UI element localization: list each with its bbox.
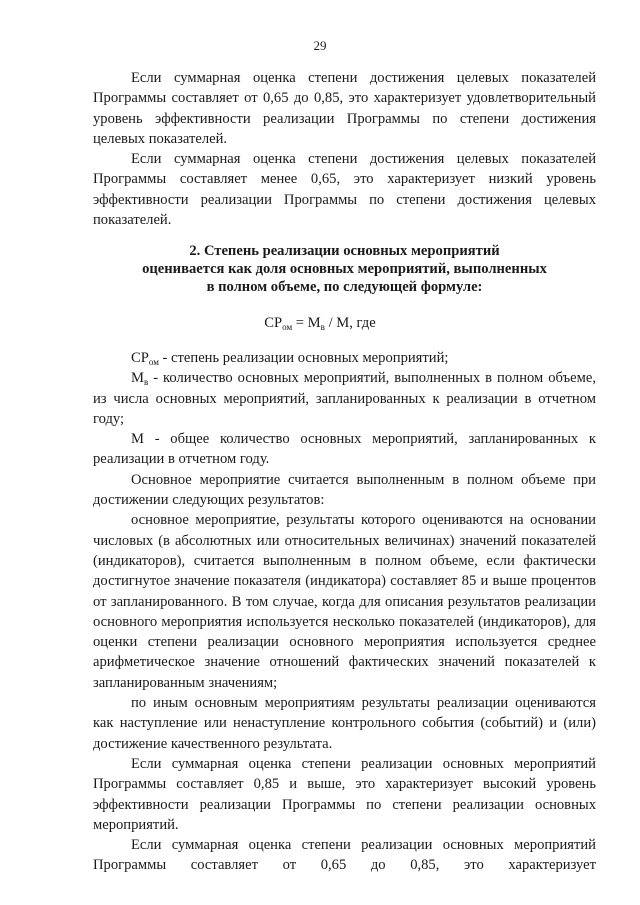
formula-rest: / М, где [324, 315, 376, 331]
body-paragraph-5: Если суммарная оценка степени реализации основных мероприятий Программы составляет от 0,65 до 0,85, это характеризует [93, 837, 596, 874]
formula-lhs-subscript: ом [282, 322, 293, 332]
heading-line-2: оценивается как доля основных мероприятий, выполненных [142, 261, 547, 277]
formula [0, 313, 640, 333]
definitions-section [93, 348, 596, 876]
definition-1-subscript: ом [148, 357, 159, 367]
definition-1-symbol: СР [131, 350, 149, 366]
definition-3 [93, 429, 596, 470]
formula-lhs: СР [264, 315, 283, 331]
heading-line-3: в полном объеме, по следующей формуле: [206, 279, 483, 295]
section-heading [93, 242, 596, 296]
formula-eq: = М [292, 315, 321, 331]
intro-paragraph-2: Если суммарная оценка степени достижения целевых показателей Программы составляет менее 0,65, это характеризует низкий уровень эффективности реализации Программы по степени достижения целевых показателей. [93, 151, 596, 229]
body-paragraph-1: Основное мероприятие считается выполненным в полном объеме при достижении следующих результатов: [93, 471, 596, 509]
body-paragraph-4: Если суммарная оценка степени реализации основных мероприятий Программы составляет 0,85 и выше, это характеризует высокий уровень эффективности реализации Программы по степени реализации основных мероприятий. [93, 755, 596, 833]
definition-2-subscript: в [143, 377, 149, 388]
intro-paragraph-1: Если суммарная оценка степени достижения целевых показателей Программы составляет от 0,65 до 0,85, это характеризует удовлетворительный уровень эффективности реализации Программы по степени достижения целевых показателей. [93, 70, 596, 147]
definition-3-text: - общее количество основных мероприятий, запланированных к реализации в отчетном году. [93, 431, 596, 468]
formula-m-subscript: в [320, 322, 325, 332]
definition-1-text: - степень реализации основных мероприятий; [158, 350, 449, 366]
definition-1 [93, 348, 596, 368]
body-paragraph-3: по иным основным мероприятиям результаты реализации оцениваются как наступление или ненаступление контрольного события (событий) и (или) достижение качественного результата. [93, 695, 596, 752]
intro-section [93, 68, 596, 230]
heading-line-1: 2. Степень реализации основных мероприятий [189, 243, 500, 259]
definition-3-symbol: М [131, 431, 144, 448]
body-paragraph-2: основное мероприятие, результаты которого оцениваются на основании числовых (в абсолютных или относительных величинах) значений показателей (индикаторов), считается выполненным в полном объеме, если фактически достигнутое значение показателя (индикатора) составляет 85 и выше процентов от запланированного. В том случае, когда для описания результатов реализации основного мероприятия используется несколько показателей (индикаторов), для оценки степени реализации основного мероприятия используется среднее арифметическое значение отношений фактических значений показателей к запланированным значениям; [93, 512, 596, 691]
definition-2-symbol: М [131, 370, 144, 387]
page-number: 29 [313, 38, 327, 53]
definition-2 [93, 368, 596, 429]
definition-2-text: - количество основных мероприятий, выполненных в полном объеме, из числа основных мероприятий, запланированных к реализации в отчетном году; [93, 370, 596, 427]
